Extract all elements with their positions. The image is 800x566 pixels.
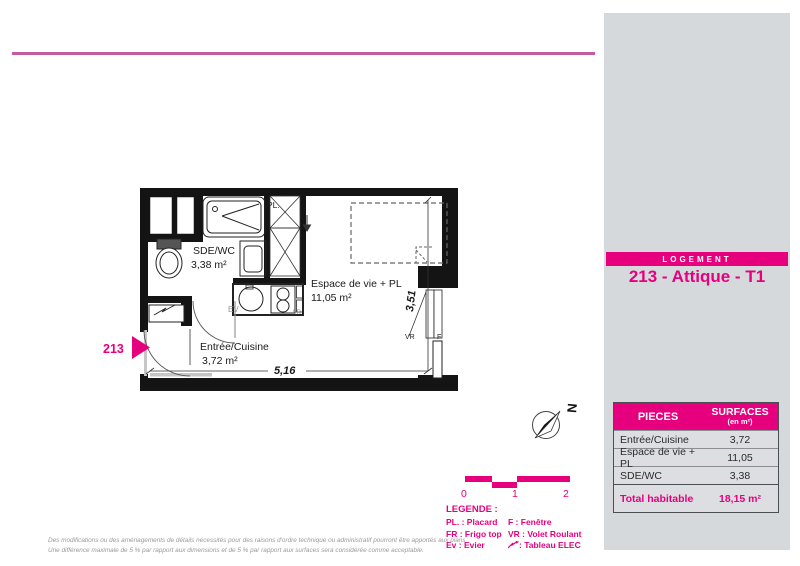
scale-bar-segment [517,476,570,482]
legend-item-placard: PL. : Placard [446,517,498,527]
shaft-niche [150,197,172,234]
window-label: F [437,334,442,341]
disclaimer-line1: Des modifications ou des aménagements de détails nécessités pour des raisons d'ordre technique ou administratif pourront être apportés aux plans [48,537,466,544]
toilet-icon [156,239,182,278]
floor-plan [0,180,600,460]
bed-dashed-icon [351,203,447,263]
closet-label: PL. [267,200,280,210]
dim-width: 5,16 [274,365,296,377]
legend-item-volet: VR : Volet Roulant [508,528,582,539]
legend-item-fenetre: F : Fenêtre [508,517,552,527]
table-row: SDE/WC 3,38 [614,466,778,484]
legend-item-evier: Ev : Evier [446,540,485,550]
scale-tick-1: 1 [512,488,518,500]
room-area-living: 11,05 m² [311,292,352,304]
north-arrow-icon [533,403,580,439]
room-area-entry: 3,72 m² [202,355,238,367]
logement-header [606,252,788,266]
table-row: Espace de vie + PL 11,05 [614,448,778,466]
unit-arrow-icon [132,336,150,359]
scale-tick-2: 2 [563,488,569,500]
plan-labels [191,200,441,377]
room-area-sdewc: 3,38 m² [191,259,227,271]
scale-bar-segment [465,476,492,482]
disclaimer [48,536,608,555]
legend-item-frigo: FR : Frigo top [446,528,502,539]
north-label: N [564,402,580,414]
fridge-label: FR [293,310,301,316]
dim-height: 3,51 [404,289,419,313]
accent-line [12,52,595,55]
sink-label: EV [228,305,239,314]
room-label-sdewc: SDE/WC [193,245,235,257]
legend-title: LEGENDE : [446,504,498,515]
unit-pointer [103,336,150,359]
logement-label: LOGEMENT [662,254,732,264]
legend-item-tableau-elec: : Tableau ELEC [508,540,598,552]
shutter-label: VR [405,334,415,341]
washbasin-icon [240,241,266,276]
bathtub-icon [203,197,265,237]
room-label-entry: Entrée/Cuisine [200,341,269,353]
table-row: Entrée/Cuisine 3,72 [614,430,778,448]
shaft-niche [177,197,194,234]
floor-plan-svg [0,180,600,460]
col-header-surfaces: SURFACES (en m²) [711,405,769,426]
unit-title: 213 - Attique - T1 [628,267,766,286]
unit-number-label: 213 [103,342,124,356]
col-header-pieces: PIECES [637,410,679,423]
scale-tick-0: 0 [461,488,467,500]
table-header [614,403,778,430]
disclaimer-line2: Une différence maximale de 5 % par rapport aux dimensions et de 5 % par rapport aux surfaces sera considérée comme acceptable. [48,546,424,554]
surfaces-table [613,402,779,513]
elec-panel-icon [149,305,184,322]
table-total-row: Total habitable 18,15 m² [614,484,778,512]
room-label-living: Espace de vie + PL [311,278,402,290]
